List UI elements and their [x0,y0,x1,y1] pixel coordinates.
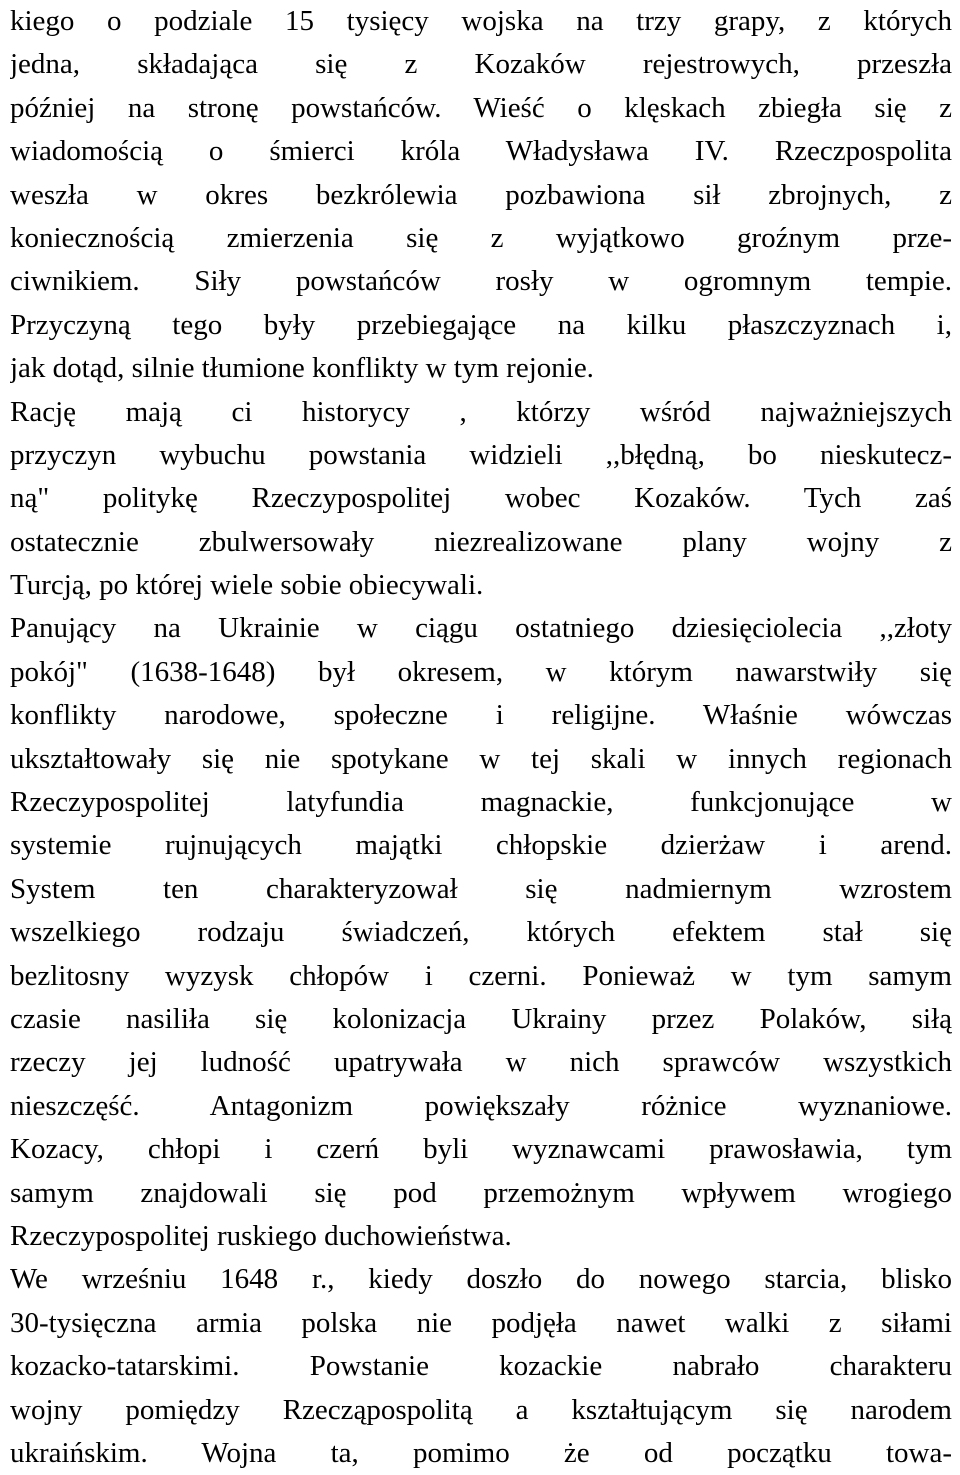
text-line: później na stronę powstańców. Wieść o klęskach zbiegła się z [10,91,952,124]
text-line: konflikty narodowe, społeczne i religijne. Właśnie wówczas [10,699,952,732]
text-line: systemie rujnujących majątki chłopskie dzierżaw i arend. [10,829,952,862]
text-line: ukształtowały się nie spotykane w tej skali w innych regionach [10,742,952,775]
text-line: jedna, składająca się z Kozaków rejestrowych, przeszła [10,48,952,81]
text-line: We wrześniu 1648 r., kiedy doszło do nowego starcia, blisko [10,1263,952,1296]
text-line: kozacko-tatarskimi. Powstanie kozackie nabrało charakteru [10,1350,952,1383]
text-line: ciwnikiem. Siły powstańców rosły w ogromnym tempie. [10,265,952,298]
text-line: wojny pomiędzy Rzecząpospolitą a kształtującym się narodem [10,1393,952,1426]
text-line: 30-tysięczna armia polska nie podjęła nawet walki z siłami [10,1306,952,1339]
text-line: Panujący na Ukrainie w ciągu ostatniego dziesięciolecia ,,złoty [10,612,952,645]
text-line: rzeczy jej ludność upatrywała w nich sprawców wszystkich [10,1046,952,1079]
text-line: Kozacy, chłopi i czerń byli wyznawcami prawosławia, tym [10,1133,952,1166]
text-line: samym znajdowali się pod przemożnym wpływem wrogiego [10,1176,952,1209]
text-line: bezlitosny wyzysk chłopów i czerni. Ponieważ w tym samym [10,959,952,992]
text-line: ostatecznie zbulwersowały niezrealizowane plany wojny z [10,525,952,558]
text-line: wiadomością o śmierci króla Władysława IV. Rzeczpospolita [10,135,952,168]
text-line: nieszczęść. Antagonizm powiększały różnice wyznaniowe. [10,1089,952,1122]
text-line: koniecznością zmierzenia się z wyjątkowo groźnym prze- [10,221,952,254]
text-line: wszelkiego rodzaju świadczeń, których efektem stał się [10,916,952,949]
text-line: System ten charakteryzował się nadmiernym wzrostem [10,872,952,905]
document-text-body [10,0,952,1475]
text-line: ukraińskim. Wojna ta, pomimo że od początku towa- [10,1436,952,1469]
text-line: Przyczyną tego były przebiegające na kilku płaszczyznach i, [10,308,952,341]
text-line: Rzeczypospolitej ruskiego duchowieństwa. [10,1219,512,1252]
text-line: przyczyn wybuchu powstania widzieli ,,błędną, bo nieskutecz- [10,438,952,471]
text-line: pokój" (1638-1648) był okresem, w którym nawarstwiły się [10,655,952,688]
text-line: Rację mają ci historycy , którzy wśród najważniejszych [10,395,952,428]
text-line: ną" politykę Rzeczypospolitej wobec Kozaków. Tych zaś [10,482,952,515]
text-line: Turcją, po której wiele sobie obiecywali. [10,569,484,602]
text-line: jak dotąd, silnie tłumione konflikty w tym rejonie. [10,352,594,385]
text-line: kiego o podziale 15 tysięcy wojska na trzy grapy, z których [10,5,952,37]
text-line: weszła w okres bezkrólewia pozbawiona sił zbrojnych, z [10,178,952,211]
text-line: czasie nasiliła się kolonizacja Ukrainy przez Polaków, siłą [10,1002,952,1035]
text-line: Rzeczypospolitej latyfundia magnackie, funkcjonujące w [10,786,952,819]
